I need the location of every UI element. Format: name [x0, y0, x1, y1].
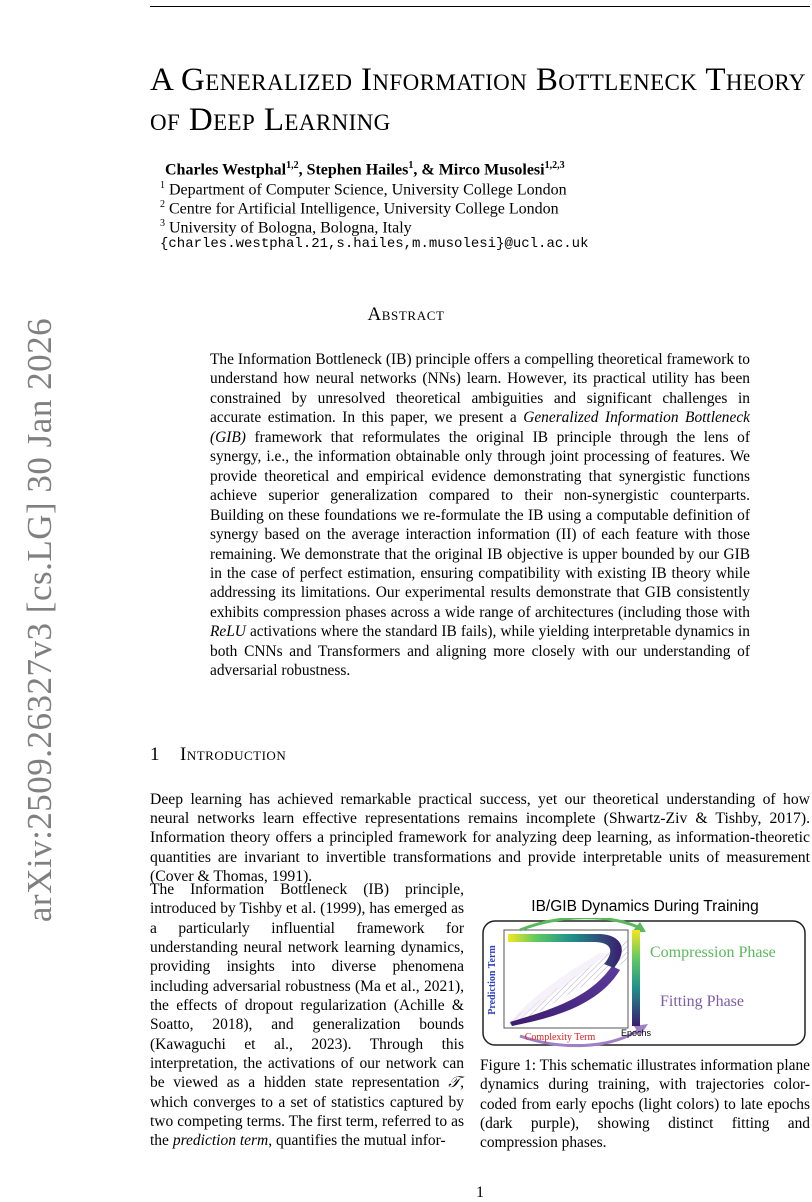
prediction-term-italic: prediction term: [172, 1132, 269, 1150]
intro-text-part: , which converges to a set of statistics captured by two competing terms. The first term, referred to as the: [150, 1074, 464, 1150]
intro-column-text: [150, 880, 464, 1151]
affiliation-sup: 3: [160, 218, 165, 229]
author-name: Mirco Musolesi: [438, 161, 545, 179]
epoch-colorbar: [632, 930, 640, 1026]
x-axis-label: Complexity Term: [524, 1032, 596, 1043]
abstract-gib-term: Generalized Information Bottleneck (GIB): [210, 409, 750, 446]
intro-paragraph: Deep learning has achieved remarkable practical success, yet our theoretical understanding of how neural networks learn effective representations remains incomplete (Shwartz-Ziv & Tishby, 2017). Information theory offers a principled framework for analyzing deep learning, as information-theoretic quantities are invariant to invertible transformations and provide interpretable units of measurement (Cover & Thomas, 1991).: [150, 791, 810, 885]
affiliation-sup: 2: [160, 199, 165, 210]
page-number: 1: [476, 1184, 484, 1201]
author-name: Stephen Hailes: [306, 161, 409, 179]
section-heading-introduction: [150, 744, 286, 766]
ib-dynamics-schematic: [480, 918, 810, 1048]
figure-title: IB/GIB Dynamics During Training: [531, 898, 759, 915]
author-affil-sup: 1: [408, 160, 414, 171]
affiliation-text: Centre for Artificial Intelligence, University College London: [169, 200, 559, 218]
affiliation-text: University of Bologna, Bologna, Italy: [169, 219, 412, 237]
section-title: Introduction: [180, 744, 287, 765]
y-axis-label: Prediction Term: [487, 945, 498, 1015]
author-separator: , &: [413, 161, 439, 179]
author-name: Charles Westphal: [165, 161, 287, 179]
abstract-text-part: activations where the standard IB fails), while yielding interpretable dynamics in both CNNs and Transformers and aligning more closely with our understanding of adversarial robustness.: [210, 623, 750, 680]
affiliation: [160, 199, 559, 218]
author-line: [165, 160, 565, 179]
top-rule: [150, 6, 810, 7]
abstract-text-part: The Information Bottleneck (IB) principle offers a compelling theoretical framework to understand how neural networks (NNs) learn. However, its practical utility has been constrained by unresolved theoretical ambiguities and significant challenges in accurate estimation. In this paper, we present a: [210, 351, 750, 427]
abstract-body: [210, 350, 750, 681]
affiliation: [160, 180, 567, 199]
author-separator: ,: [298, 161, 307, 179]
abstract-heading: Abstract: [367, 304, 445, 325]
email-link[interactable]: {charles.westphal.21,s.hailes,m.musolesi}@ucl.ac.uk: [160, 236, 589, 252]
author-affil-sup: 1,2: [286, 160, 299, 171]
figure-caption: Figure 1: This schematic illustrates information plane dynamics during training, with trajectories color-coded from early epochs (light colors) to late epochs (dark purple), showing distinct fitting and compression phases.: [480, 1057, 810, 1152]
compression-phase-label: Compression Phase: [650, 944, 776, 961]
affiliation: [160, 218, 412, 237]
compression-arrow: [520, 918, 640, 930]
author-affil-sup: 1,2,3: [544, 160, 565, 171]
arxiv-stamp: arXiv:2509.26327v3 [cs.LG] 30 Jan 2026: [20, 317, 59, 923]
intro-text-part: The Information Bottleneck (IB) principle, introduced by Tishby et al. (1999), has emerged as a particularly influential framework for understanding neural network learning dynamics, providing insights into diverse phenomena including adversarial robustness (Ma et al., 2021), the effects of dropout regularization (Achille & Soatto, 2018), and generalization bounds (Kawaguchi et al., 2023). Through this interpretation, the activations of our network can be viewed as a hidden state representation: [150, 881, 464, 1092]
affiliation-text: Department of Computer Science, University College London: [169, 181, 567, 199]
paper-title: A Generalized Information Bottleneck Theory of Deep Learning: [150, 62, 806, 138]
intro-text-part: , quantifies the mutual infor-: [268, 1132, 446, 1150]
colorbar-label: Epochs: [620, 1028, 652, 1038]
abstract-text-part: framework that reformulates the original IB principle through the lens of synergy, i.e., the information obtainable only through joint processing of features. We provide theoretical and empirical evidence demonstrating that synergistic functions achieve superior generalization compared to their non-synergistic counterparts. Building on these foundations we re-formulate the IB using a computable definition of synergy based on the average interaction information (II) of each feature with those remaining. We demonstrate that the original IB objective is upper bounded by our GIB in the case of perfect estimation, ensuring compatibility with existing IB theory while addressing its limitations. Our experimental results demonstrate that GIB consistently exhibits compression phases across a wide range of architectures (including those with: [210, 428, 750, 621]
fitting-phase-label: Fitting Phase: [660, 993, 745, 1010]
hidden-state-symbol: 𝒯: [448, 1074, 461, 1092]
section-number: 1: [150, 744, 160, 765]
affiliation-sup: 1: [160, 180, 165, 191]
abstract-relu-term: ReLU: [210, 623, 246, 641]
